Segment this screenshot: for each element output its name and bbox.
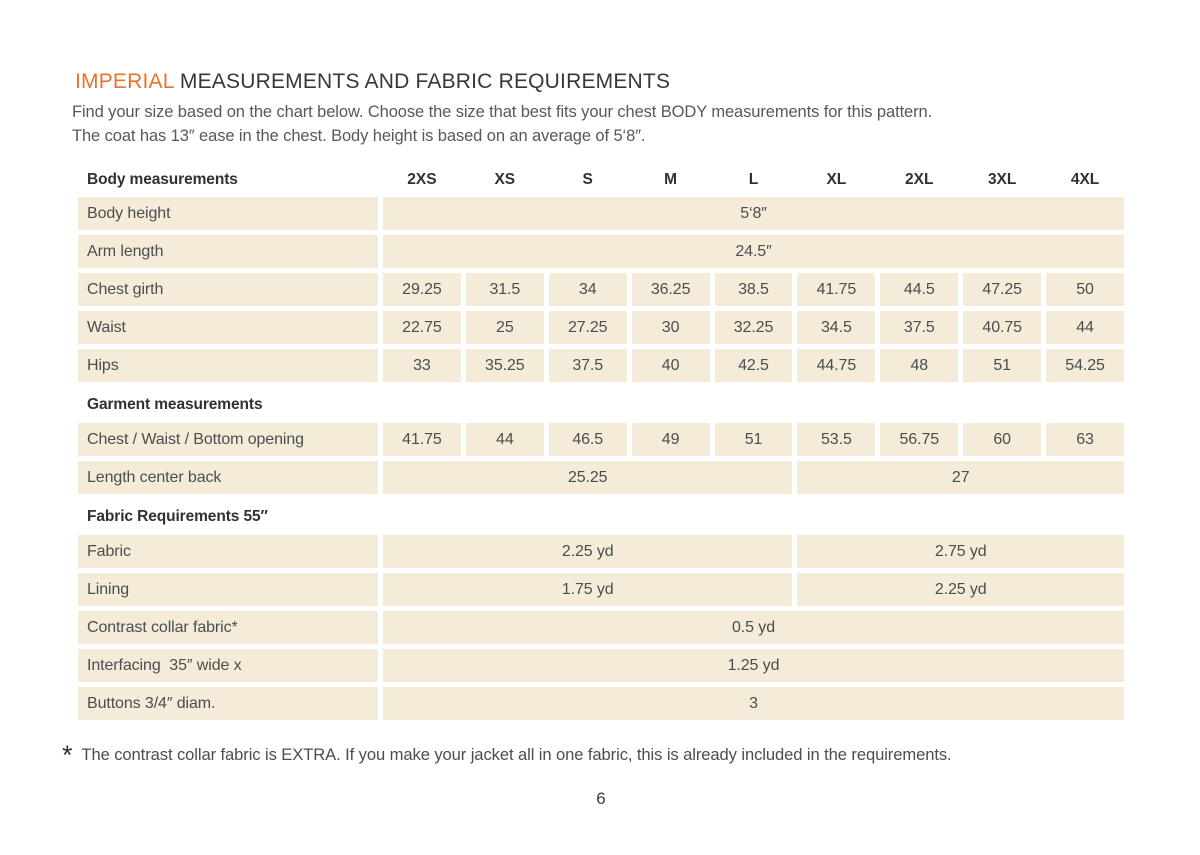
page-title [75,70,1144,94]
value-cell: 25.25 [383,461,792,494]
value-cell: 29.25 [383,273,461,306]
value-cell: 40 [632,349,710,382]
table-row [78,235,1124,268]
table-row [78,349,1124,382]
size-column-header-4xl: 4XL [1070,171,1100,188]
value-cell: 41.75 [797,273,875,306]
value-cell: 38.5 [715,273,793,306]
value-cell: 42.5 [715,349,793,382]
value-cell: 33 [383,349,461,382]
value-cell: 54.25 [1046,349,1124,382]
row-label: Contrast collar fabric* [78,611,378,644]
value-cell: 53.5 [797,423,875,456]
size-column-header-3xl: 3XL [987,171,1017,188]
table-row [78,535,1124,568]
value-cell: 46.5 [549,423,627,456]
table-row [78,461,1124,494]
row-label: Chest girth [78,273,378,306]
table-row [78,649,1124,682]
row-label: Chest / Waist / Bottom opening [78,423,378,456]
table-row [78,423,1124,456]
table-header-label: Body measurements [87,171,238,188]
value-cell: 25 [466,311,544,344]
size-column-header-2xs: 2XS [407,171,437,188]
value-cell: 50 [1046,273,1124,306]
value-cell: 40.75 [963,311,1041,344]
value-cell: 51 [963,349,1041,382]
value-cell: 31.5 [466,273,544,306]
value-cell: 48 [880,349,958,382]
value-cell: 44 [466,423,544,456]
value-cell: 51 [715,423,793,456]
value-cell: 0.5 yd [383,611,1124,644]
table-row [78,573,1124,606]
value-cell: 56.75 [880,423,958,456]
intro-paragraph [72,101,1144,148]
section-header-fabric: Fabric Requirements 55″ [87,508,268,525]
row-label: Fabric [78,535,378,568]
intro-line-1: Find your size based on the chart below. Choose the size that best fits your chest BODY measurements for this pattern. [72,103,933,121]
size-column-header-l: L [748,171,759,188]
value-cell: 34 [549,273,627,306]
value-cell: 30 [632,311,710,344]
value-cell: 37.5 [549,349,627,382]
value-cell: 34.5 [797,311,875,344]
row-label: Buttons 3/4″ diam. [78,687,378,720]
value-cell: 41.75 [383,423,461,456]
title-accent: IMPERIAL [75,70,174,93]
value-cell: 2.75 yd [797,535,1124,568]
value-cell: 1.75 yd [383,573,792,606]
value-cell: 27 [797,461,1124,494]
section-header-garment: Garment measurements [87,396,263,413]
row-label: Body height [78,197,378,230]
footnote-text: The contrast collar fabric is EXTRA. If you make your jacket all in one fabric, this is already included in the requirements. [81,745,952,764]
value-cell: 5‘8″ [383,197,1124,230]
table-row [78,611,1124,644]
size-column-header-xs: XS [494,171,516,188]
table-header-row [78,163,1124,197]
value-cell: 44 [1046,311,1124,344]
row-label: Hips [78,349,378,382]
page-number: 6 [596,789,606,808]
table-row [78,311,1124,344]
row-label: Interfacing 35″ wide x [78,649,378,682]
size-table [78,163,1124,720]
value-cell: 49 [632,423,710,456]
footnote [62,740,1144,770]
table-row [78,197,1124,230]
value-cell: 44.75 [797,349,875,382]
value-cell: 2.25 yd [383,535,792,568]
value-cell: 36.25 [632,273,710,306]
value-cell: 1.25 yd [383,649,1124,682]
size-column-header-m: M [664,171,678,188]
value-cell: 32.25 [715,311,793,344]
value-cell: 63 [1046,423,1124,456]
size-column-header-s: S [582,171,593,188]
value-cell: 22.75 [383,311,461,344]
value-cell: 47.25 [963,273,1041,306]
table-row [78,687,1124,720]
value-cell: 2.25 yd [797,573,1124,606]
footnote-asterisk: * [62,740,73,770]
row-label: Waist [78,311,378,344]
size-column-header-2xl: 2XL [905,171,934,188]
value-cell: 35.25 [466,349,544,382]
table-row [78,273,1124,306]
value-cell: 24.5″ [383,235,1124,268]
row-label: Lining [78,573,378,606]
size-column-header-xl: XL [826,171,847,188]
value-cell: 27.25 [549,311,627,344]
value-cell: 60 [963,423,1041,456]
value-cell: 44.5 [880,273,958,306]
intro-line-2: The coat has 13″ ease in the chest. Body height is based on an average of 5‘8″. [72,126,646,145]
value-cell: 3 [383,687,1124,720]
row-label: Length center back [78,461,378,494]
title-rest: MEASUREMENTS AND FABRIC REQUIREMENTS [173,70,671,93]
row-label: Arm length [78,235,378,268]
value-cell: 37.5 [880,311,958,344]
